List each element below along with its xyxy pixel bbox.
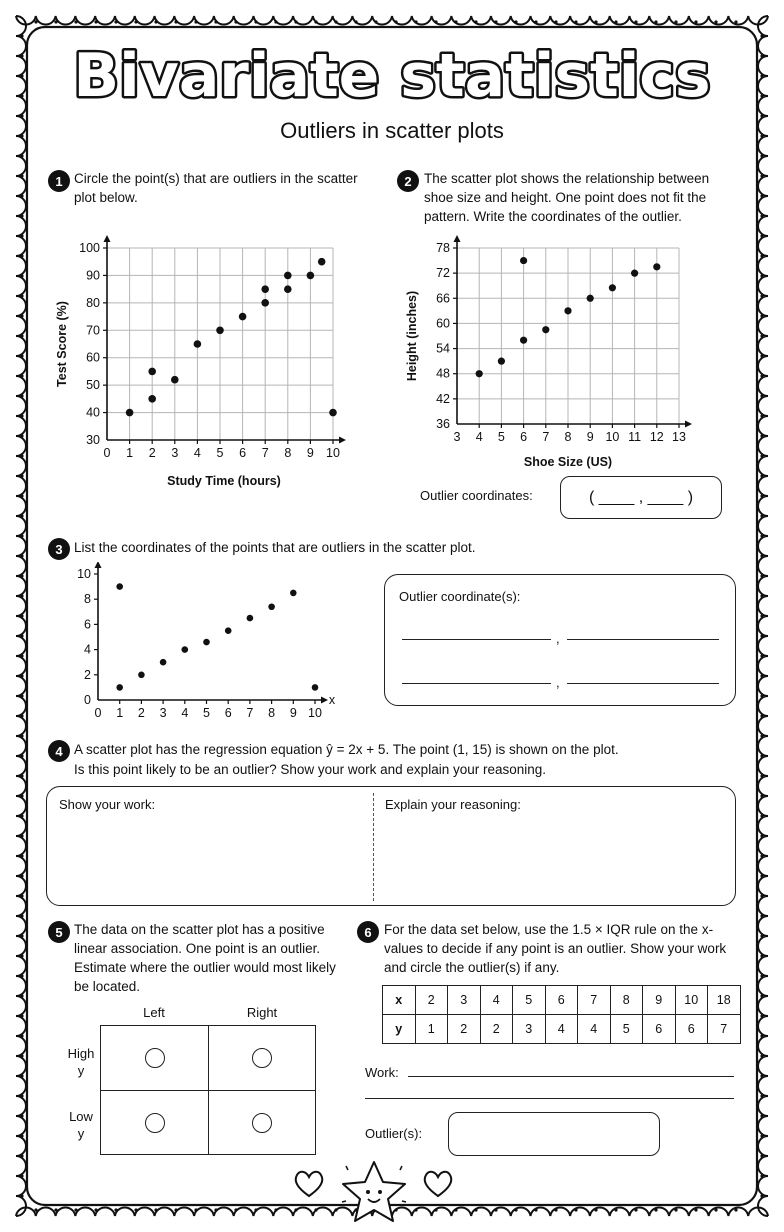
x-tick-label: 7 [261, 446, 269, 460]
data-point[interactable] [476, 370, 483, 377]
q6-work-line[interactable] [408, 1076, 734, 1077]
y-tick-label: 54 [436, 341, 450, 356]
data-point[interactable] [498, 358, 505, 365]
q6-y-cell: 5 [610, 1015, 643, 1044]
x-axis-label: Shoe Size (US) [523, 455, 613, 469]
y-tick-label: 90 [86, 268, 100, 283]
y-tick-label: 8 [84, 592, 91, 607]
question-number-1: 1 [48, 170, 70, 192]
data-point[interactable] [182, 646, 189, 653]
q1-scatter-chart[interactable] [50, 232, 360, 497]
x-tick-label: 5 [216, 446, 224, 460]
q6-x-cell[interactable]: 7 [578, 986, 611, 1015]
q4-work-label: Show your work: [59, 797, 156, 812]
data-point[interactable] [329, 409, 337, 417]
question-5-prompt: The data on the scatter plot has a positive linear association. One point is an outlier. Estimate where the outlier would most likely be located. [74, 922, 336, 994]
q2-scatter-chart[interactable] [400, 232, 700, 472]
q6-x-cell[interactable]: 9 [643, 986, 676, 1015]
question-4-prompt-line-1: A scatter plot has the regression equation ŷ = 2x + 5. The point (1, 15) is shown on the plot. [74, 742, 619, 757]
q6-x-cell[interactable]: 3 [448, 986, 481, 1015]
y-tick-label: 72 [436, 266, 450, 281]
x-tick-label: 10 [308, 706, 322, 720]
q6-outlier-label: Outlier(s): [365, 1126, 423, 1141]
y-tick-label: 100 [79, 241, 100, 255]
q5-option-high-left[interactable] [145, 1048, 165, 1068]
y-axis-arrow [454, 235, 461, 242]
data-point[interactable] [138, 672, 145, 679]
q3-answer-label: Outlier coordinate(s): [399, 589, 521, 604]
question-2-prompt: The scatter plot shows the relationship between shoe size and height. One point does not fit the pattern. Write the coordinates of the outlier. [424, 171, 710, 224]
q3-scatter-chart[interactable] [70, 562, 350, 724]
q3-answer-line[interactable] [402, 639, 551, 640]
x-tick-label: 3 [453, 430, 461, 444]
q3-answer-line[interactable] [402, 683, 551, 684]
q2-answer-label: Outlier coordinates: [420, 488, 533, 503]
data-point[interactable] [126, 409, 134, 417]
x-tick-label: 0 [103, 446, 111, 460]
x-tick-label: 6 [520, 430, 528, 444]
q6-y-header: y [383, 1015, 416, 1044]
data-point[interactable] [307, 272, 315, 280]
q5-row-high [60, 1045, 102, 1079]
data-point[interactable] [312, 684, 319, 691]
q5-col-right: Right [246, 1005, 278, 1020]
x-tick-label: 10 [605, 430, 620, 444]
x-axis-label: Study Time (hours) [167, 474, 281, 488]
data-point[interactable] [542, 326, 549, 333]
data-point[interactable] [609, 284, 616, 291]
y-axis-arrow [95, 562, 102, 568]
q6-outlier-answer-box[interactable] [448, 1112, 660, 1156]
x-tick-label: 5 [497, 430, 505, 444]
data-point[interactable] [203, 639, 210, 646]
y-tick-label: 60 [86, 350, 100, 365]
q6-y-cell: 3 [513, 1015, 546, 1044]
y-tick-label: 50 [86, 378, 100, 393]
y-axis-label: Test Score (%) [55, 301, 69, 387]
data-point[interactable] [247, 615, 254, 622]
data-point[interactable] [587, 295, 594, 302]
y-tick-label: 66 [436, 291, 450, 306]
x-tick-label: 4 [193, 446, 201, 460]
x-tick-label: 9 [586, 430, 594, 444]
x-tick-label: 6 [239, 446, 247, 460]
q6-y-cell: 6 [643, 1015, 676, 1044]
question-number-6: 6 [357, 921, 379, 943]
q5-row-low-axis: y [77, 1126, 85, 1141]
data-point[interactable] [653, 263, 660, 270]
q6-y-cell: 1 [415, 1015, 448, 1044]
data-point[interactable] [284, 272, 292, 280]
x-tick-label: 9 [289, 706, 297, 720]
y-tick-label: 48 [436, 366, 450, 381]
q6-y-cell: 4 [578, 1015, 611, 1044]
data-point[interactable] [148, 368, 156, 376]
y-tick-label: 6 [84, 617, 91, 632]
q5-option-low-right[interactable] [252, 1113, 272, 1133]
x-axis-label: x [328, 693, 336, 707]
page-subtitle: Outliers in scatter plots [280, 118, 504, 143]
q6-x-cell[interactable]: 4 [480, 986, 513, 1015]
y-tick-label: 0 [84, 693, 91, 707]
q6-x-cell[interactable]: 5 [513, 986, 546, 1015]
question-number-3: 3 [48, 538, 70, 560]
x-tick-label: 10 [326, 446, 340, 460]
y-tick-label: 78 [436, 241, 450, 255]
data-point[interactable] [261, 299, 269, 307]
data-point[interactable] [194, 340, 202, 348]
q6-work-label: Work: [365, 1065, 399, 1080]
data-point[interactable] [261, 285, 269, 293]
x-tick-label: 3 [159, 706, 167, 720]
x-tick-label: 7 [542, 430, 550, 444]
q4-reason-label: Explain your reasoning: [385, 797, 521, 812]
y-tick-label: 80 [86, 295, 100, 310]
data-point[interactable] [318, 258, 326, 266]
data-point[interactable] [225, 627, 232, 634]
q6-x-cell[interactable]: 8 [610, 986, 643, 1015]
question-number-4: 4 [48, 740, 70, 762]
x-tick-label: 13 [672, 430, 686, 444]
q5-row-low-label: Low [69, 1109, 93, 1124]
question-number-5: 5 [48, 921, 70, 943]
x-tick-label: 3 [171, 446, 179, 460]
heart-icon [421, 1168, 455, 1200]
x-tick-label: 9 [306, 446, 314, 460]
q5-row-low [60, 1108, 102, 1142]
q5-row-high-axis: y [77, 1063, 85, 1078]
data-point[interactable] [216, 326, 224, 334]
data-point[interactable] [148, 395, 156, 403]
y-tick-label: 2 [84, 667, 91, 682]
data-point[interactable] [268, 603, 275, 610]
q6-work-line[interactable] [365, 1098, 734, 1099]
x-tick-label: 5 [203, 706, 210, 720]
x-tick-label: 0 [94, 706, 102, 720]
y-axis-label: Height (inches) [405, 290, 419, 382]
x-tick-label: 8 [564, 430, 572, 444]
q5-grid-divider [101, 1090, 315, 1091]
q6-x-cell[interactable]: 10 [675, 986, 708, 1015]
x-tick-label: 8 [284, 446, 292, 460]
question-number-2: 2 [397, 170, 419, 192]
x-tick-label: 2 [148, 446, 156, 460]
data-point[interactable] [171, 376, 179, 384]
y-tick-label: 4 [84, 642, 91, 657]
data-point[interactable] [116, 684, 123, 691]
y-tick-label: 30 [86, 433, 100, 447]
x-tick-label: 1 [116, 706, 124, 720]
q3-answer-line[interactable] [567, 683, 719, 684]
heart-icon [292, 1168, 326, 1200]
data-point[interactable] [564, 307, 571, 314]
data-point[interactable] [290, 590, 297, 597]
x-tick-label: 12 [649, 430, 664, 444]
y-tick-label: 42 [436, 391, 450, 406]
q2-answer-box[interactable]: ( ____ , ____ ) [560, 476, 722, 519]
q6-x-cell[interactable]: 6 [545, 986, 578, 1015]
question-1-prompt: Circle the point(s) that are outliers in the scatter plot below. [74, 171, 358, 205]
q6-x-cell[interactable]: 2 [415, 986, 448, 1015]
x-tick-label: 6 [224, 706, 232, 720]
q6-data-table [382, 985, 741, 1044]
y-tick-label: 60 [436, 316, 450, 331]
q6-x-cell[interactable]: 18 [708, 986, 741, 1015]
x-tick-label: 7 [246, 706, 254, 720]
x-tick-label: 4 [475, 430, 483, 444]
q6-y-cell: 2 [448, 1015, 481, 1044]
q3-comma: , [556, 675, 560, 690]
data-point[interactable] [284, 285, 292, 293]
q5-grid [100, 1025, 316, 1155]
q6-y-cell: 7 [708, 1015, 741, 1044]
x-tick-label: 4 [181, 706, 189, 720]
x-axis-arrow [685, 421, 692, 428]
q5-col-left: Left [143, 1005, 165, 1020]
q3-answer-line[interactable] [567, 639, 719, 640]
q6-x-header: x [383, 986, 416, 1015]
x-axis-arrow [339, 437, 346, 444]
y-tick-label: 36 [436, 417, 450, 431]
data-point[interactable] [160, 659, 167, 666]
star-face-icon [336, 1158, 412, 1226]
q6-y-cell: 6 [675, 1015, 708, 1044]
question-3-prompt: List the coordinates of the points that are outliers in the scatter plot. [74, 540, 476, 555]
y-tick-label: 70 [86, 323, 100, 338]
q4-divider [373, 793, 374, 901]
table-row [383, 1015, 741, 1044]
q5-row-high-label: High [67, 1046, 95, 1061]
x-axis-arrow [321, 697, 328, 704]
q5-option-low-left[interactable] [145, 1113, 165, 1133]
y-tick-label: 40 [86, 405, 100, 420]
q6-y-cell: 2 [480, 1015, 513, 1044]
x-tick-label: 8 [268, 706, 276, 720]
y-axis-arrow [104, 235, 111, 242]
q6-y-cell: 4 [545, 1015, 578, 1044]
x-tick-label: 11 [628, 430, 642, 444]
data-point[interactable] [239, 313, 247, 321]
title-banner [30, 28, 754, 118]
q4-answer-box[interactable] [46, 786, 736, 906]
x-tick-label: 1 [126, 446, 134, 460]
q3-answer-box [384, 574, 736, 706]
data-point[interactable] [116, 583, 123, 590]
q5-option-high-right[interactable] [252, 1048, 272, 1068]
y-tick-label: 10 [77, 567, 91, 581]
x-tick-label: 2 [137, 706, 145, 720]
page-title: Bivariate statistics [73, 41, 711, 111]
data-point[interactable] [520, 337, 527, 344]
q3-comma: , [556, 631, 560, 646]
data-point[interactable] [520, 257, 527, 264]
question-4-prompt-line-2: Is this point likely to be an outlier? Show your work and explain your reasoning. [74, 762, 547, 777]
table-row [383, 986, 741, 1015]
data-point[interactable] [631, 270, 638, 277]
question-6-prompt: For the data set below, use the 1.5 × IQR rule on the x-values to decide if any point is an outlier. Show your work and circle the outlier(s) if any. [384, 922, 727, 975]
